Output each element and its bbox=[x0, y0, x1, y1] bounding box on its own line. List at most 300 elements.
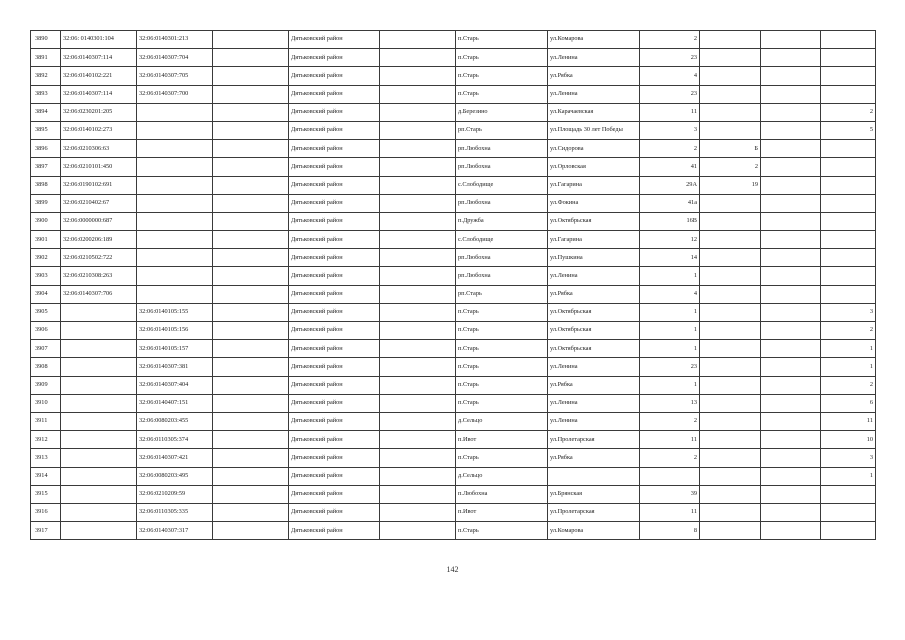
linked-cadastral-number-cell: 32:06:0210209:59 bbox=[137, 485, 213, 503]
linked-cadastral-number-cell: 32:06:0080203:495 bbox=[137, 467, 213, 485]
street-cell: ул.Орловская bbox=[548, 158, 640, 176]
street-cell: ул.Октябрьская bbox=[548, 340, 640, 358]
apartment-cell bbox=[821, 522, 876, 540]
district-cell: Дятьковский район bbox=[289, 340, 380, 358]
empty-cell bbox=[761, 303, 821, 321]
house-number-cell bbox=[640, 467, 700, 485]
cadastral-number-cell: 32:06:0000000:687 bbox=[61, 212, 137, 230]
empty-cell bbox=[761, 267, 821, 285]
settlement-cell: п.Старь bbox=[456, 376, 548, 394]
linked-cadastral-number-cell bbox=[137, 176, 213, 194]
empty-cell bbox=[380, 249, 456, 267]
empty-cell bbox=[213, 449, 289, 467]
settlement-cell: д.Березино bbox=[456, 103, 548, 121]
record-number-cell: 3905 bbox=[31, 303, 61, 321]
house-number-cell: 11 bbox=[640, 503, 700, 521]
record-number-cell: 3903 bbox=[31, 267, 61, 285]
apartment-cell bbox=[821, 249, 876, 267]
settlement-cell: с.Слободище bbox=[456, 176, 548, 194]
empty-cell bbox=[761, 85, 821, 103]
linked-cadastral-number-cell: 32:06:0140307:421 bbox=[137, 449, 213, 467]
linked-cadastral-number-cell bbox=[137, 121, 213, 139]
apartment-cell: 3 bbox=[821, 303, 876, 321]
empty-cell bbox=[761, 194, 821, 212]
linked-cadastral-number-cell: 32:06:0140307:381 bbox=[137, 358, 213, 376]
empty-cell bbox=[213, 140, 289, 158]
cadastral-number-cell: 32:06:0210402:67 bbox=[61, 194, 137, 212]
district-cell: Дятьковский район bbox=[289, 158, 380, 176]
street-cell: ул.Октябрьская bbox=[548, 212, 640, 230]
apartment-cell bbox=[821, 503, 876, 521]
building-cell bbox=[700, 31, 761, 49]
cadastral-number-cell: 32:06:0230201:205 bbox=[61, 103, 137, 121]
empty-cell bbox=[213, 467, 289, 485]
empty-cell bbox=[213, 376, 289, 394]
apartment-cell bbox=[821, 49, 876, 67]
empty-cell bbox=[213, 67, 289, 85]
empty-cell bbox=[213, 394, 289, 412]
building-cell bbox=[700, 431, 761, 449]
cadastral-number-cell: 32:06: 0140301:104 bbox=[61, 31, 137, 49]
record-number-cell: 3912 bbox=[31, 431, 61, 449]
empty-cell bbox=[761, 376, 821, 394]
building-cell bbox=[700, 503, 761, 521]
building-cell bbox=[700, 67, 761, 85]
empty-cell bbox=[761, 449, 821, 467]
table-row bbox=[31, 176, 876, 194]
record-number-cell: 3896 bbox=[31, 140, 61, 158]
cadastral-number-cell: 32:06:0140307:114 bbox=[61, 49, 137, 67]
cadastral-number-cell: 32:06:0200206:189 bbox=[61, 231, 137, 249]
street-cell: ул.Карачаевская bbox=[548, 103, 640, 121]
empty-cell bbox=[380, 194, 456, 212]
record-number-cell: 3892 bbox=[31, 67, 61, 85]
building-cell bbox=[700, 121, 761, 139]
district-cell: Дятьковский район bbox=[289, 267, 380, 285]
cadastral-number-cell: 32:06:0210101:450 bbox=[61, 158, 137, 176]
settlement-cell: д.Сельцо bbox=[456, 467, 548, 485]
cadastral-number-cell: 32:06:0140102:273 bbox=[61, 121, 137, 139]
apartment-cell: 1 bbox=[821, 340, 876, 358]
building-cell bbox=[700, 322, 761, 340]
empty-cell bbox=[380, 467, 456, 485]
table-row bbox=[31, 449, 876, 467]
district-cell: Дятьковский район bbox=[289, 212, 380, 230]
house-number-cell: 41а bbox=[640, 194, 700, 212]
empty-cell bbox=[213, 49, 289, 67]
empty-cell bbox=[380, 449, 456, 467]
linked-cadastral-number-cell bbox=[137, 249, 213, 267]
settlement-cell: рп.Любохна bbox=[456, 249, 548, 267]
record-number-cell: 3902 bbox=[31, 249, 61, 267]
linked-cadastral-number-cell: 32:06:0080203:455 bbox=[137, 412, 213, 430]
street-cell: ул.Фокина bbox=[548, 194, 640, 212]
table-row bbox=[31, 140, 876, 158]
table-row bbox=[31, 358, 876, 376]
linked-cadastral-number-cell: 32:06:0140307:705 bbox=[137, 67, 213, 85]
empty-cell bbox=[380, 121, 456, 139]
apartment-cell: 5 bbox=[821, 121, 876, 139]
empty-cell bbox=[213, 285, 289, 303]
table-row bbox=[31, 503, 876, 521]
cadastral-number-cell: 32:06:0210306:63 bbox=[61, 140, 137, 158]
street-cell bbox=[548, 467, 640, 485]
house-number-cell: 12 bbox=[640, 231, 700, 249]
settlement-cell: п.Ивот bbox=[456, 431, 548, 449]
empty-cell bbox=[213, 103, 289, 121]
cadastral-number-cell: 32:06:0140307:706 bbox=[61, 285, 137, 303]
empty-cell bbox=[761, 212, 821, 230]
record-number-cell: 3906 bbox=[31, 322, 61, 340]
settlement-cell: п.Ивот bbox=[456, 503, 548, 521]
house-number-cell: 23 bbox=[640, 49, 700, 67]
street-cell: ул.Пролетарская bbox=[548, 431, 640, 449]
linked-cadastral-number-cell: 32:06:0140307:404 bbox=[137, 376, 213, 394]
cadastral-number-cell bbox=[61, 340, 137, 358]
building-cell bbox=[700, 376, 761, 394]
empty-cell bbox=[380, 285, 456, 303]
linked-cadastral-number-cell bbox=[137, 285, 213, 303]
empty-cell bbox=[213, 158, 289, 176]
empty-cell bbox=[761, 285, 821, 303]
empty-cell bbox=[761, 340, 821, 358]
record-number-cell: 3913 bbox=[31, 449, 61, 467]
empty-cell bbox=[761, 394, 821, 412]
apartment-cell: 3 bbox=[821, 449, 876, 467]
district-cell: Дятьковский район bbox=[289, 376, 380, 394]
apartment-cell bbox=[821, 158, 876, 176]
house-number-cell: 2 bbox=[640, 412, 700, 430]
cadastral-number-cell: 32:06:0210502:722 bbox=[61, 249, 137, 267]
record-number-cell: 3915 bbox=[31, 485, 61, 503]
district-cell: Дятьковский район bbox=[289, 176, 380, 194]
empty-cell bbox=[761, 412, 821, 430]
apartment-cell bbox=[821, 212, 876, 230]
table-row bbox=[31, 249, 876, 267]
building-cell bbox=[700, 485, 761, 503]
cadastral-number-cell bbox=[61, 358, 137, 376]
building-cell bbox=[700, 85, 761, 103]
district-cell: Дятьковский район bbox=[289, 303, 380, 321]
empty-cell bbox=[380, 31, 456, 49]
empty-cell bbox=[380, 376, 456, 394]
record-number-cell: 3907 bbox=[31, 340, 61, 358]
street-cell: ул.Ленина bbox=[548, 85, 640, 103]
settlement-cell: п.Старь bbox=[456, 67, 548, 85]
linked-cadastral-number-cell: 32:06:0140307:700 bbox=[137, 85, 213, 103]
house-number-cell: 29А bbox=[640, 176, 700, 194]
building-cell bbox=[700, 358, 761, 376]
settlement-cell: рп.Любохна bbox=[456, 267, 548, 285]
linked-cadastral-number-cell: 32:06:0110305:335 bbox=[137, 503, 213, 521]
house-number-cell: 2 bbox=[640, 449, 700, 467]
empty-cell bbox=[380, 485, 456, 503]
district-cell: Дятьковский район bbox=[289, 449, 380, 467]
street-cell: ул.Рябка bbox=[548, 67, 640, 85]
house-number-cell: 23 bbox=[640, 358, 700, 376]
empty-cell bbox=[380, 303, 456, 321]
linked-cadastral-number-cell bbox=[137, 231, 213, 249]
district-cell: Дятьковский район bbox=[289, 49, 380, 67]
linked-cadastral-number-cell bbox=[137, 158, 213, 176]
empty-cell bbox=[380, 49, 456, 67]
empty-cell bbox=[213, 85, 289, 103]
settlement-cell: рп.Любохна bbox=[456, 140, 548, 158]
settlement-cell: п.Старь bbox=[456, 31, 548, 49]
empty-cell bbox=[380, 103, 456, 121]
apartment-cell bbox=[821, 176, 876, 194]
record-number-cell: 3911 bbox=[31, 412, 61, 430]
linked-cadastral-number-cell bbox=[137, 194, 213, 212]
page-number: 142 bbox=[446, 565, 459, 574]
apartment-cell bbox=[821, 140, 876, 158]
table-row bbox=[31, 67, 876, 85]
settlement-cell: п.Дружба bbox=[456, 212, 548, 230]
empty-cell bbox=[761, 121, 821, 139]
building-cell: Б bbox=[700, 140, 761, 158]
apartment-cell bbox=[821, 485, 876, 503]
district-cell: Дятьковский район bbox=[289, 503, 380, 521]
cadastral-number-cell bbox=[61, 303, 137, 321]
empty-cell bbox=[213, 522, 289, 540]
settlement-cell: д.Сельцо bbox=[456, 412, 548, 430]
district-cell: Дятьковский район bbox=[289, 249, 380, 267]
house-number-cell: 1 bbox=[640, 376, 700, 394]
district-cell: Дятьковский район bbox=[289, 522, 380, 540]
settlement-cell: п.Старь bbox=[456, 394, 548, 412]
street-cell: ул.Рябка bbox=[548, 376, 640, 394]
cadastral-number-cell: 32:06:0210308:263 bbox=[61, 267, 137, 285]
cadastral-number-cell: 32:06:0140102:221 bbox=[61, 67, 137, 85]
street-cell: ул.Ленина bbox=[548, 49, 640, 67]
apartment-cell bbox=[821, 267, 876, 285]
record-number-cell: 3890 bbox=[31, 31, 61, 49]
empty-cell bbox=[380, 503, 456, 521]
building-cell bbox=[700, 103, 761, 121]
linked-cadastral-number-cell: 32:06:0140307:317 bbox=[137, 522, 213, 540]
district-cell: Дятьковский район bbox=[289, 485, 380, 503]
empty-cell bbox=[213, 121, 289, 139]
empty-cell bbox=[213, 267, 289, 285]
settlement-cell: рп.Старь bbox=[456, 285, 548, 303]
building-cell bbox=[700, 49, 761, 67]
empty-cell bbox=[380, 85, 456, 103]
building-cell bbox=[700, 522, 761, 540]
apartment-cell bbox=[821, 31, 876, 49]
empty-cell bbox=[761, 140, 821, 158]
street-cell: ул.Ленина bbox=[548, 394, 640, 412]
cadastral-number-cell bbox=[61, 394, 137, 412]
table-row bbox=[31, 158, 876, 176]
table-row bbox=[31, 49, 876, 67]
cadastral-number-cell bbox=[61, 449, 137, 467]
district-cell: Дятьковский район bbox=[289, 103, 380, 121]
building-cell bbox=[700, 340, 761, 358]
record-number-cell: 3904 bbox=[31, 285, 61, 303]
record-number-cell: 3901 bbox=[31, 231, 61, 249]
street-cell: ул.Комарова bbox=[548, 31, 640, 49]
cadastral-number-cell: 32:06:0190102:691 bbox=[61, 176, 137, 194]
table-row bbox=[31, 285, 876, 303]
house-number-cell: 11 bbox=[640, 431, 700, 449]
building-cell bbox=[700, 194, 761, 212]
table-row bbox=[31, 103, 876, 121]
house-number-cell: 4 bbox=[640, 285, 700, 303]
house-number-cell: 11 bbox=[640, 103, 700, 121]
empty-cell bbox=[380, 431, 456, 449]
empty-cell bbox=[380, 158, 456, 176]
street-cell: ул.Ленина bbox=[548, 358, 640, 376]
empty-cell bbox=[213, 303, 289, 321]
linked-cadastral-number-cell bbox=[137, 212, 213, 230]
record-number-cell: 3897 bbox=[31, 158, 61, 176]
house-number-cell: 1 bbox=[640, 303, 700, 321]
empty-cell bbox=[213, 485, 289, 503]
settlement-cell: рп.Любохна bbox=[456, 194, 548, 212]
house-number-cell: 1 bbox=[640, 322, 700, 340]
table-row bbox=[31, 194, 876, 212]
address-table-body bbox=[31, 31, 876, 540]
linked-cadastral-number-cell: 32:06:0140105:155 bbox=[137, 303, 213, 321]
settlement-cell: п.Старь bbox=[456, 85, 548, 103]
cadastral-number-cell bbox=[61, 522, 137, 540]
empty-cell bbox=[761, 503, 821, 521]
linked-cadastral-number-cell: 32:06:0140301:213 bbox=[137, 31, 213, 49]
building-cell: 19 bbox=[700, 176, 761, 194]
building-cell bbox=[700, 412, 761, 430]
settlement-cell: п.Старь bbox=[456, 49, 548, 67]
empty-cell bbox=[761, 31, 821, 49]
street-cell: ул.Ленина bbox=[548, 412, 640, 430]
apartment-cell: 10 bbox=[821, 431, 876, 449]
table-row bbox=[31, 376, 876, 394]
building-cell bbox=[700, 212, 761, 230]
empty-cell bbox=[761, 467, 821, 485]
cadastral-number-cell bbox=[61, 412, 137, 430]
street-cell: ул.Рябка bbox=[548, 449, 640, 467]
empty-cell bbox=[380, 212, 456, 230]
settlement-cell: п.Старь bbox=[456, 449, 548, 467]
apartment-cell bbox=[821, 285, 876, 303]
empty-cell bbox=[761, 231, 821, 249]
record-number-cell: 3898 bbox=[31, 176, 61, 194]
table-row bbox=[31, 394, 876, 412]
cadastral-number-cell bbox=[61, 503, 137, 521]
record-number-cell: 3916 bbox=[31, 503, 61, 521]
cadastral-number-cell bbox=[61, 322, 137, 340]
table-row bbox=[31, 412, 876, 430]
record-number-cell: 3908 bbox=[31, 358, 61, 376]
apartment-cell: 1 bbox=[821, 467, 876, 485]
table-row bbox=[31, 267, 876, 285]
apartment-cell bbox=[821, 231, 876, 249]
empty-cell bbox=[761, 485, 821, 503]
linked-cadastral-number-cell: 32:06:0110305:374 bbox=[137, 431, 213, 449]
empty-cell bbox=[380, 522, 456, 540]
empty-cell bbox=[213, 503, 289, 521]
empty-cell bbox=[761, 249, 821, 267]
street-cell: ул.Гагарина bbox=[548, 176, 640, 194]
empty-cell bbox=[761, 67, 821, 85]
district-cell: Дятьковский район bbox=[289, 412, 380, 430]
empty-cell bbox=[761, 158, 821, 176]
building-cell bbox=[700, 267, 761, 285]
table-row bbox=[31, 467, 876, 485]
empty-cell bbox=[213, 249, 289, 267]
address-table bbox=[30, 30, 876, 540]
linked-cadastral-number-cell bbox=[137, 140, 213, 158]
district-cell: Дятьковский район bbox=[289, 140, 380, 158]
house-number-cell: 8 bbox=[640, 522, 700, 540]
empty-cell bbox=[213, 358, 289, 376]
building-cell bbox=[700, 303, 761, 321]
apartment-cell: 1 bbox=[821, 358, 876, 376]
linked-cadastral-number-cell bbox=[137, 103, 213, 121]
district-cell: Дятьковский район bbox=[289, 431, 380, 449]
house-number-cell: 2 bbox=[640, 140, 700, 158]
empty-cell bbox=[380, 267, 456, 285]
house-number-cell: 1 bbox=[640, 267, 700, 285]
empty-cell bbox=[761, 49, 821, 67]
cadastral-number-cell bbox=[61, 485, 137, 503]
empty-cell bbox=[761, 176, 821, 194]
house-number-cell: 41 bbox=[640, 158, 700, 176]
empty-cell bbox=[380, 358, 456, 376]
empty-cell bbox=[213, 176, 289, 194]
record-number-cell: 3910 bbox=[31, 394, 61, 412]
empty-cell bbox=[380, 322, 456, 340]
district-cell: Дятьковский район bbox=[289, 121, 380, 139]
house-number-cell: 39 bbox=[640, 485, 700, 503]
empty-cell bbox=[213, 431, 289, 449]
table-row bbox=[31, 85, 876, 103]
record-number-cell: 3914 bbox=[31, 467, 61, 485]
apartment-cell: 2 bbox=[821, 376, 876, 394]
house-number-cell: 14 bbox=[640, 249, 700, 267]
empty-cell bbox=[213, 322, 289, 340]
empty-cell bbox=[380, 67, 456, 85]
empty-cell bbox=[213, 194, 289, 212]
street-cell: ул.Брянская bbox=[548, 485, 640, 503]
district-cell: Дятьковский район bbox=[289, 31, 380, 49]
street-cell: ул.Ленина bbox=[548, 267, 640, 285]
empty-cell bbox=[213, 231, 289, 249]
settlement-cell: п.Любохна bbox=[456, 485, 548, 503]
table-row bbox=[31, 231, 876, 249]
cadastral-number-cell: 32:06:0140307:114 bbox=[61, 85, 137, 103]
empty-cell bbox=[380, 394, 456, 412]
street-cell: ул.Сидорова bbox=[548, 140, 640, 158]
table-row bbox=[31, 303, 876, 321]
district-cell: Дятьковский район bbox=[289, 85, 380, 103]
building-cell: 2 bbox=[700, 158, 761, 176]
empty-cell bbox=[761, 103, 821, 121]
street-cell: ул.Пушкина bbox=[548, 249, 640, 267]
table-row bbox=[31, 212, 876, 230]
house-number-cell: 16В bbox=[640, 212, 700, 230]
street-cell: ул.Комарова bbox=[548, 522, 640, 540]
record-number-cell: 3893 bbox=[31, 85, 61, 103]
record-number-cell: 3909 bbox=[31, 376, 61, 394]
empty-cell bbox=[761, 358, 821, 376]
district-cell: Дятьковский район bbox=[289, 394, 380, 412]
linked-cadastral-number-cell: 32:06:0140407:151 bbox=[137, 394, 213, 412]
house-number-cell: 2 bbox=[640, 31, 700, 49]
district-cell: Дятьковский район bbox=[289, 194, 380, 212]
house-number-cell: 3 bbox=[640, 121, 700, 139]
table-row bbox=[31, 485, 876, 503]
street-cell: ул.Пролетарская bbox=[548, 503, 640, 521]
